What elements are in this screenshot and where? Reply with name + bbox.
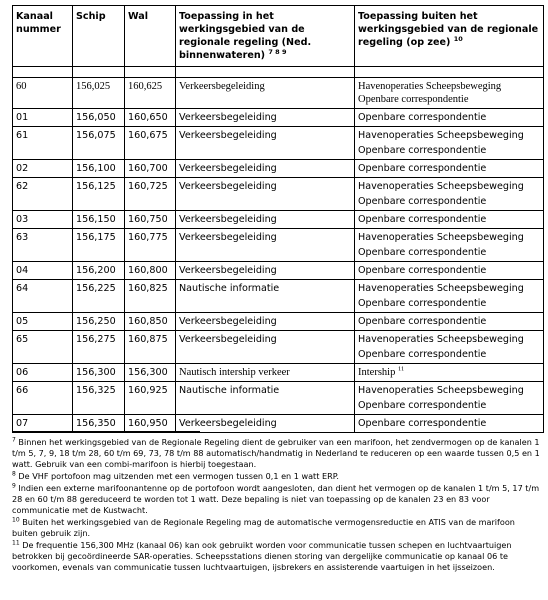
cell-binnen: Verkeersbegeleiding (176, 331, 355, 364)
cell-kanaal: 07 (13, 415, 73, 433)
cell-buiten (355, 211, 544, 229)
cell-buiten-line (358, 417, 540, 430)
cell-buiten-line: Openbare correspondentie (358, 196, 487, 207)
cell-binnen: Verkeersbegeleiding (176, 160, 355, 178)
table-row (13, 364, 544, 382)
footnote-number: 11 (12, 539, 20, 547)
cell-schip: 156,350 (73, 415, 125, 433)
cell-schip: 156,150 (73, 211, 125, 229)
footnote (12, 483, 543, 517)
cell-buiten-line (358, 129, 540, 142)
header-buiten (355, 6, 544, 67)
cell-buiten (355, 78, 544, 109)
footnote (12, 517, 543, 539)
cell-schip: 156,225 (73, 280, 125, 313)
cell-binnen: Nautische informatie (176, 382, 355, 415)
cell-buiten (355, 178, 544, 211)
cell-binnen: Verkeersbegeleiding (176, 211, 355, 229)
cell-buiten-text: Havenoperaties Scheepsbeweging (358, 181, 524, 192)
cell-buiten (355, 331, 544, 364)
cell-schip: 156,300 (73, 364, 125, 382)
footnote (12, 471, 543, 482)
cell-kanaal: 04 (13, 262, 73, 280)
cell-wal: 160,725 (125, 178, 176, 211)
cell-binnen: Verkeersbegeleiding (176, 178, 355, 211)
footnote (12, 540, 543, 574)
cell-buiten (355, 127, 544, 160)
footnote-number: 9 (12, 482, 16, 490)
cell-wal: 160,850 (125, 313, 176, 331)
cell-kanaal: 03 (13, 211, 73, 229)
cell-buiten-line (358, 231, 540, 244)
cell-wal: 160,650 (125, 109, 176, 127)
cell-buiten-line (358, 162, 540, 175)
cell-buiten-text: Havenoperaties Scheepsbeweging (358, 130, 524, 141)
cell-kanaal: 66 (13, 382, 73, 415)
cell-binnen: Verkeersbegeleiding (176, 78, 355, 109)
cell-binnen: Nautisch intership verkeer (176, 364, 355, 382)
header-schip: Schip (73, 6, 125, 67)
cell-buiten (355, 109, 544, 127)
cell-kanaal: 02 (13, 160, 73, 178)
cell-buiten-text: Openbare correspondentie (358, 112, 487, 123)
table-row (13, 229, 544, 262)
table-row (13, 313, 544, 331)
cell-buiten-text: Havenoperaties Scheepsbeweging (358, 283, 524, 294)
table-row (13, 78, 544, 109)
cell-buiten-text: Havenoperaties Scheepsbeweging (358, 232, 524, 243)
cell-wal: 160,875 (125, 331, 176, 364)
cell-wal: 156,300 (125, 364, 176, 382)
table-row (13, 415, 544, 433)
cell-wal: 160,675 (125, 127, 176, 160)
cell-buiten-line (358, 264, 540, 277)
cell-buiten-line: Openbare correspondentie (358, 145, 487, 156)
cell-kanaal: 01 (13, 109, 73, 127)
cell-binnen: Verkeersbegeleiding (176, 127, 355, 160)
frequency-table (12, 5, 544, 433)
cell-binnen: Verkeersbegeleiding (176, 229, 355, 262)
cell-buiten-line (358, 213, 540, 226)
table-row (13, 109, 544, 127)
cell-schip: 156,275 (73, 331, 125, 364)
table-row (13, 127, 544, 160)
cell-buiten-text: Openbare correspondentie (358, 316, 487, 327)
cell-buiten-text: Havenoperaties Scheepsbeweging (358, 81, 502, 92)
cell-buiten-text: Openbare correspondentie (358, 418, 487, 429)
footnote-text: Buiten het werkingsgebied van de Regionale Regeling mag de automatische vermogensreductie en ATIS van de marifoon buiten gebruik zijn. (12, 516, 515, 539)
header-spacer-row (13, 67, 544, 78)
cell-schip: 156,075 (73, 127, 125, 160)
cell-schip: 156,125 (73, 178, 125, 211)
table-row (13, 382, 544, 415)
cell-wal: 160,925 (125, 382, 176, 415)
cell-binnen: Verkeersbegeleiding (176, 313, 355, 331)
header-wal: Wal (125, 6, 176, 67)
cell-buiten-line (358, 366, 540, 379)
cell-wal: 160,775 (125, 229, 176, 262)
cell-wal: 160,750 (125, 211, 176, 229)
cell-schip: 156,325 (73, 382, 125, 415)
cell-kanaal: 62 (13, 178, 73, 211)
cell-buiten-line (358, 282, 540, 295)
cell-buiten (355, 313, 544, 331)
footnotes (12, 437, 543, 574)
cell-buiten-line (358, 111, 540, 124)
cell-buiten-line: Openbare correspondentie (358, 247, 487, 258)
table-row (13, 178, 544, 211)
table-header-row (13, 6, 544, 67)
cell-schip: 156,175 (73, 229, 125, 262)
cell-kanaal: 61 (13, 127, 73, 160)
cell-schip: 156,200 (73, 262, 125, 280)
cell-wal: 160,825 (125, 280, 176, 313)
cell-buiten-line (358, 315, 540, 328)
footnote-text: De VHF portofoon mag uitzenden met een vermogen tussen 0,1 en 1 watt ERP. (18, 471, 339, 482)
header-buiten-text: Toepassing buiten het werkingsgebied van de regionale regeling (op zee) (358, 11, 539, 48)
cell-schip: 156,250 (73, 313, 125, 331)
cell-buiten-line: Openbare correspondentie (358, 298, 487, 309)
cell-kanaal: 05 (13, 313, 73, 331)
cell-kanaal: 60 (13, 78, 73, 109)
footnote-divider (12, 431, 200, 432)
header-kanaal: Kanaal nummer (13, 6, 73, 67)
cell-wal: 160,950 (125, 415, 176, 433)
table-body (13, 78, 544, 433)
cell-buiten (355, 160, 544, 178)
footnote-text: Binnen het werkingsgebied van de Regionale Regeling dient de gebruiker van een marifoon, het zendvermogen op de kanalen 1 t/m 5, 7, 9, 18 t/m 28, 60 t/m 69, 73, 78 t/m 88 automatisch/handmatig in Nederland te reduceren op een waarde tussen 0,5 en 1 watt. Gebruik van een combi-marifoon is hierbij toegestaan. (12, 437, 540, 470)
cell-binnen: Verkeersbegeleiding (176, 415, 355, 433)
cell-buiten (355, 382, 544, 415)
header-binnen-text: Toepassing in het werkingsgebied van de regionale regeling (Ned. binnenwateren) (179, 11, 312, 61)
table-row (13, 160, 544, 178)
cell-kanaal: 06 (13, 364, 73, 382)
cell-buiten (355, 280, 544, 313)
cell-buiten-line (358, 180, 540, 193)
cell-buiten (355, 262, 544, 280)
table-row (13, 211, 544, 229)
footnote-number: 8 (12, 470, 16, 478)
cell-wal: 160,800 (125, 262, 176, 280)
footnote-text: Indien een externe marifoonantenne op de portofoon wordt aangesloten, dan dient het vermogen op de kanalen 1 t/m 5, 17 t/m 28 en 60 t/m 88 gereduceerd te worden tot 1 watt. Deze bepaling is niet van toepassing op de kanalen 23 en 83 voor communicatie met de Kustwacht. (12, 482, 540, 516)
footnote (12, 437, 543, 471)
table-row (13, 280, 544, 313)
cell-wal: 160,700 (125, 160, 176, 178)
cell-buiten-text: Intership (358, 367, 396, 378)
cell-buiten (355, 229, 544, 262)
cell-binnen: Nautische informatie (176, 280, 355, 313)
cell-buiten-line (358, 333, 540, 346)
footnote-number: 10 (12, 516, 20, 524)
cell-binnen: Verkeersbegeleiding (176, 262, 355, 280)
cell-buiten-line (358, 384, 540, 397)
table-row (13, 331, 544, 364)
cell-binnen: Verkeersbegeleiding (176, 109, 355, 127)
header-buiten-footnote-ref: 10 (453, 34, 463, 43)
cell-schip: 156,100 (73, 160, 125, 178)
header-binnen-footnote-ref: 7 8 9 (268, 47, 287, 56)
cell-kanaal: 64 (13, 280, 73, 313)
cell-buiten (355, 364, 544, 382)
cell-wal: 160,625 (125, 78, 176, 109)
cell-buiten-text: Havenoperaties Scheepsbeweging (358, 334, 524, 345)
cell-buiten-line: Openbare correspondentie (358, 400, 487, 411)
cell-schip: 156,050 (73, 109, 125, 127)
cell-buiten-line: Openbare correspondentie (358, 349, 487, 360)
cell-buiten-text: Havenoperaties Scheepsbeweging (358, 385, 524, 396)
cell-buiten (355, 415, 544, 433)
cell-buiten-footnote-ref: 11 (397, 365, 405, 373)
cell-buiten-text: Openbare correspondentie (358, 214, 487, 225)
header-binnen (176, 6, 355, 67)
cell-kanaal: 65 (13, 331, 73, 364)
cell-schip: 156,025 (73, 78, 125, 109)
table-row (13, 262, 544, 280)
cell-buiten-line (358, 80, 540, 93)
cell-buiten-text: Openbare correspondentie (358, 265, 487, 276)
footnote-number: 7 (12, 436, 16, 444)
cell-buiten-text: Openbare correspondentie (358, 163, 487, 174)
cell-buiten-line: Openbare correspondentie (358, 94, 469, 105)
footnote-text: De frequentie 156,300 MHz (kanaal 06) kan ook gebruikt worden voor communicatie tussen schepen en luchtvaartuigen betrokken bij gecoördineerde SAR-operaties. Scheepsstations dienen storing van dergelijke communicatie op kanaal 06 te voorkomen, evenals van communicatie tussen luchtvaartuigen, ijsbrekers en assisterende vaartuigen in het ijsseizoen. (12, 539, 512, 573)
cell-kanaal: 63 (13, 229, 73, 262)
